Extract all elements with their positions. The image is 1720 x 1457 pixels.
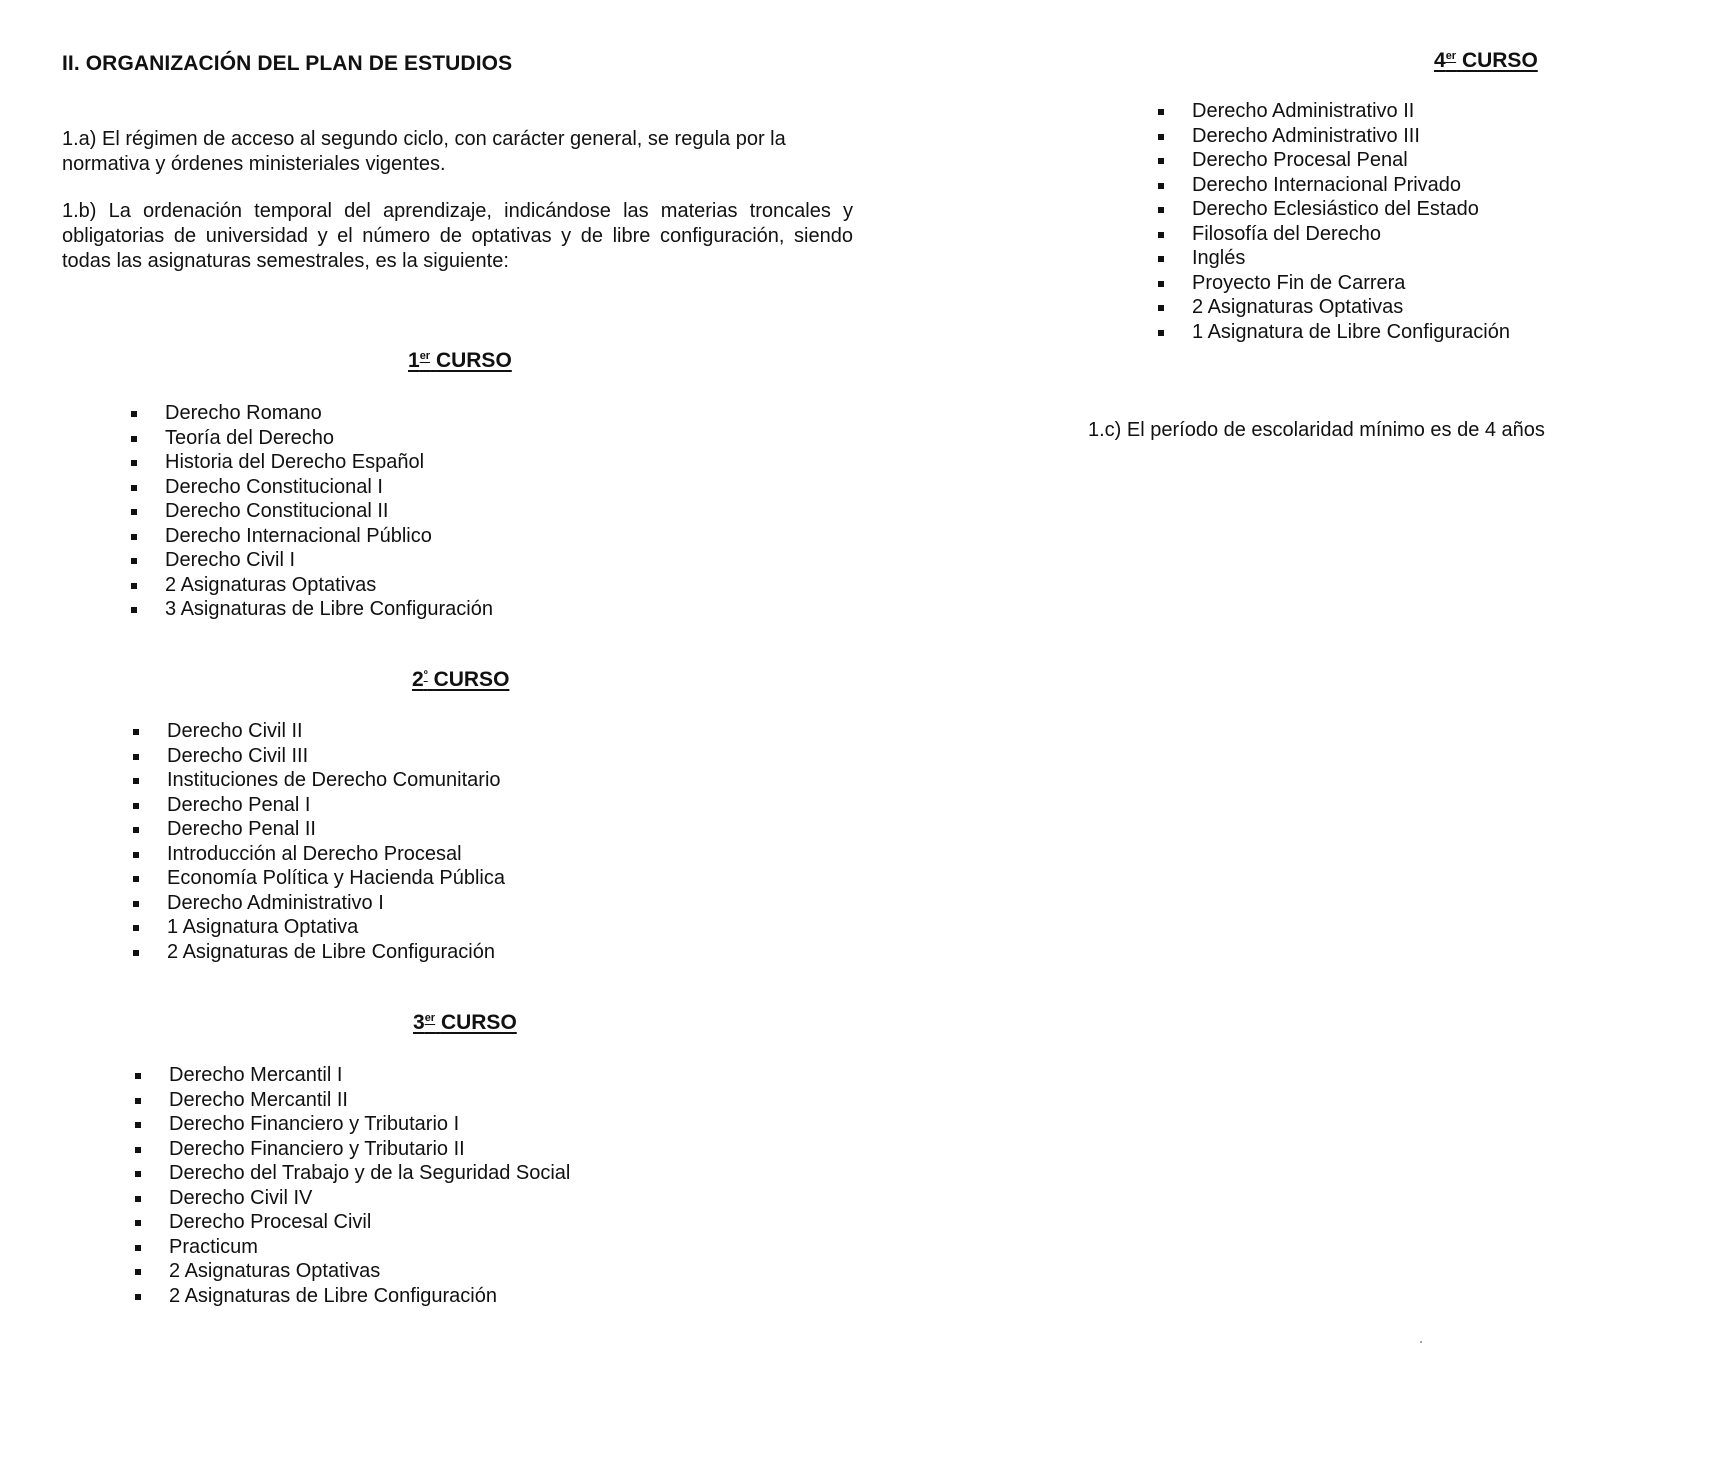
subject-item: [131, 573, 493, 598]
square-bullet-icon: [133, 827, 139, 833]
course-1-heading: [408, 349, 512, 373]
course-number: 4: [1434, 49, 1446, 72]
subject-label: Teoría del Derecho: [165, 426, 334, 449]
course-label: CURSO: [433, 668, 510, 691]
subject-label: 2 Asignaturas Optativas: [169, 1260, 381, 1282]
subject-item: [1158, 124, 1510, 149]
square-bullet-icon: [133, 901, 139, 907]
square-bullet-icon: [133, 852, 139, 858]
square-bullet-icon: [1158, 183, 1164, 189]
subject-label: Inglés: [1192, 247, 1246, 269]
course-4-subject-list: [1158, 99, 1510, 344]
square-bullet-icon: [133, 778, 139, 784]
subject-label: Derecho Mercantil I: [169, 1064, 343, 1086]
course-1-subject-list: [131, 401, 493, 622]
subject-label: Derecho Financiero y Tributario II: [169, 1137, 465, 1160]
subject-item: [133, 891, 505, 916]
square-bullet-icon: [131, 485, 137, 491]
square-bullet-icon: [131, 534, 137, 540]
square-bullet-icon: [131, 583, 137, 589]
square-bullet-icon: [131, 558, 137, 564]
subject-item: [133, 744, 505, 769]
subject-label: Derecho Constitucional II: [165, 500, 389, 522]
subject-label: Derecho Procesal Penal: [1192, 149, 1408, 171]
subject-label: Derecho Eclesiástico del Estado: [1192, 198, 1479, 220]
subject-label: Derecho Internacional Público: [165, 524, 432, 547]
subject-label: Derecho Penal II: [167, 818, 316, 840]
subject-label: Filosofía del Derecho: [1192, 222, 1381, 245]
subject-label: Derecho Mercantil II: [169, 1088, 348, 1111]
subject-label: Derecho Administrativo II: [1192, 100, 1415, 122]
course-label: CURSO: [1461, 49, 1538, 72]
square-bullet-icon: [135, 1294, 141, 1300]
subject-label: Introducción al Derecho Procesal: [167, 842, 462, 865]
subject-label: Derecho Procesal Civil: [169, 1211, 372, 1233]
subject-item: [135, 1063, 570, 1088]
square-bullet-icon: [1158, 330, 1164, 336]
square-bullet-icon: [135, 1269, 141, 1275]
subject-item: [1158, 320, 1510, 345]
subject-item: [133, 915, 505, 940]
subject-item: [1158, 197, 1510, 222]
subject-label: Instituciones de Derecho Comunitario: [167, 769, 501, 791]
square-bullet-icon: [131, 411, 137, 417]
paragraph-access-regime: 1.a) El régimen de acceso al segundo ciclo, con carácter general, se regula por la normativa y órdenes ministeriales vigentes.: [62, 128, 786, 175]
subject-item: [133, 768, 505, 793]
square-bullet-icon: [131, 436, 137, 442]
square-bullet-icon: [1158, 281, 1164, 287]
course-ordinal: er: [1445, 50, 1457, 62]
subject-label: Derecho Penal I: [167, 793, 311, 816]
scan-speck: [1420, 1341, 1422, 1343]
course-ordinal: º: [423, 669, 428, 681]
subject-item: [135, 1235, 570, 1260]
subject-item: [135, 1088, 570, 1113]
subject-item: [131, 450, 493, 475]
square-bullet-icon: [131, 460, 137, 466]
subject-item: [131, 426, 493, 451]
course-2-heading: [412, 668, 509, 692]
course-4-heading: [1434, 49, 1538, 73]
subject-item: [131, 475, 493, 500]
course-number: 1: [408, 349, 420, 372]
subject-item: [133, 866, 505, 891]
subject-label: Historia del Derecho Español: [165, 451, 425, 473]
subject-item: [1158, 173, 1510, 198]
subject-item: [133, 719, 505, 744]
course-number: 2: [412, 668, 424, 691]
subject-item: [131, 548, 493, 573]
square-bullet-icon: [133, 729, 139, 735]
subject-item: [133, 842, 505, 867]
square-bullet-icon: [135, 1147, 141, 1153]
square-bullet-icon: [135, 1122, 141, 1128]
square-bullet-icon: [133, 925, 139, 931]
subject-item: [135, 1186, 570, 1211]
subject-item: [135, 1112, 570, 1137]
course-number: 3: [413, 1011, 425, 1034]
square-bullet-icon: [133, 754, 139, 760]
subject-label: Derecho Internacional Privado: [1192, 173, 1462, 196]
subject-item: [1158, 246, 1510, 271]
subject-item: [133, 940, 505, 965]
subject-label: Derecho Civil IV: [169, 1186, 313, 1209]
square-bullet-icon: [133, 950, 139, 956]
subject-item: [133, 817, 505, 842]
subject-label: 2 Asignaturas de Libre Configuración: [169, 1284, 497, 1307]
course-ordinal: er: [419, 350, 431, 362]
square-bullet-icon: [135, 1245, 141, 1251]
square-bullet-icon: [1158, 134, 1164, 140]
subject-label: Derecho Civil I: [165, 549, 296, 571]
square-bullet-icon: [135, 1196, 141, 1202]
subject-label: Derecho Constitucional I: [165, 475, 383, 498]
course-2-subject-list: [133, 719, 505, 964]
square-bullet-icon: [1158, 256, 1164, 262]
subject-label: Derecho Romano: [165, 402, 322, 424]
subject-item: [1158, 222, 1510, 247]
square-bullet-icon: [131, 607, 137, 613]
subject-label: 1 Asignatura de Libre Configuración: [1192, 320, 1510, 343]
square-bullet-icon: [135, 1073, 141, 1079]
square-bullet-icon: [1158, 207, 1164, 213]
square-bullet-icon: [1158, 109, 1164, 115]
subject-label: 2 Asignaturas Optativas: [1192, 296, 1404, 318]
square-bullet-icon: [131, 509, 137, 515]
subject-label: 2 Asignaturas de Libre Configuración: [167, 940, 495, 963]
subject-item: [131, 524, 493, 549]
square-bullet-icon: [1158, 158, 1164, 164]
subject-label: Practicum: [169, 1235, 258, 1258]
square-bullet-icon: [1158, 305, 1164, 311]
subject-item: [135, 1137, 570, 1162]
subject-item: [135, 1210, 570, 1235]
square-bullet-icon: [135, 1171, 141, 1177]
course-label: CURSO: [435, 349, 512, 372]
subject-item: [135, 1284, 570, 1309]
subject-label: 3 Asignaturas de Libre Configuración: [165, 598, 493, 620]
square-bullet-icon: [133, 876, 139, 882]
section-title: II. ORGANIZACIÓN DEL PLAN DE ESTUDIOS: [62, 52, 513, 75]
subject-item: [135, 1259, 570, 1284]
subject-label: Derecho Civil III: [167, 744, 309, 767]
square-bullet-icon: [1158, 232, 1164, 238]
course-label: CURSO: [440, 1011, 517, 1034]
subject-label: Derecho Administrativo I: [167, 891, 384, 914]
subject-item: [131, 401, 493, 426]
subject-label: 1 Asignatura Optativa: [167, 916, 359, 938]
subject-item: [1158, 99, 1510, 124]
subject-label: 2 Asignaturas Optativas: [165, 573, 377, 596]
subject-label: Proyecto Fin de Carrera: [1192, 271, 1406, 294]
subject-item: [131, 597, 493, 622]
subject-label: Derecho Civil II: [167, 720, 303, 742]
course-3-subject-list: [135, 1063, 570, 1308]
course-3-heading: [413, 1011, 517, 1035]
subject-item: [1158, 271, 1510, 296]
subject-label: Economía Política y Hacienda Pública: [167, 867, 505, 889]
square-bullet-icon: [135, 1220, 141, 1226]
subject-item: [133, 793, 505, 818]
paragraph-minimum-period: 1.c) El período de escolaridad mínimo es de 4 años: [1088, 419, 1545, 441]
subject-item: [1158, 295, 1510, 320]
subject-item: [135, 1161, 570, 1186]
subject-label: Derecho del Trabajo y de la Seguridad Social: [169, 1162, 571, 1184]
paragraph-temporal-organization: 1.b) La ordenación temporal del aprendizaje, indicándose las materias troncales y obligatorias de universidad y el número de optativas y de libre configuración, siendo todas las asignaturas semestrales, es la siguiente:: [62, 200, 853, 272]
subject-label: Derecho Financiero y Tributario I: [169, 1113, 460, 1135]
subject-label: Derecho Administrativo III: [1192, 124, 1420, 147]
square-bullet-icon: [135, 1098, 141, 1104]
course-ordinal: er: [424, 1012, 436, 1024]
subject-item: [131, 499, 493, 524]
square-bullet-icon: [133, 803, 139, 809]
subject-item: [1158, 148, 1510, 173]
